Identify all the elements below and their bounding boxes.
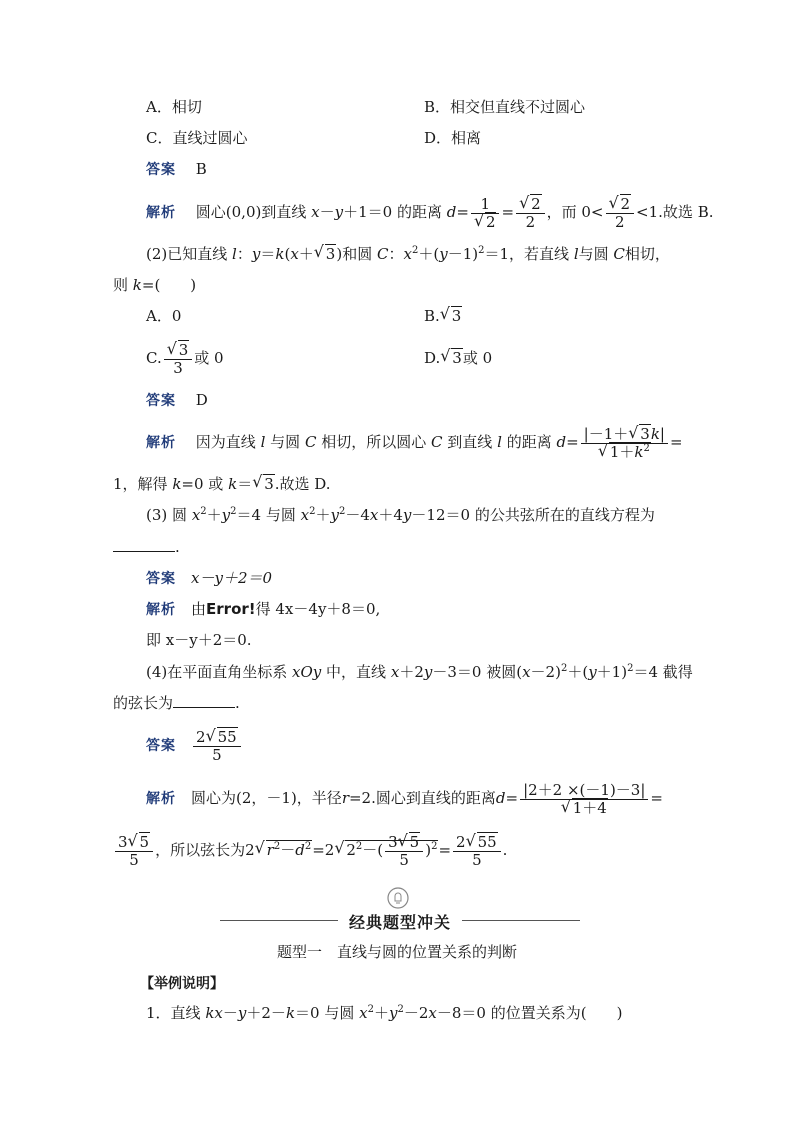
q3-explain-line-2: 即 x－y＋2＝0. (146, 631, 252, 649)
problem-1: 1．直线 kx－y＋2－k＝0 与圆 $x^2+y^2-2x-8=0$ 的位置关系为( ) (146, 1004, 623, 1022)
section-title: 经典题型冲关 (348, 913, 451, 932)
fraction: √ $\frac{2}{2}$ (606, 196, 635, 231)
q3-stem-line-1: (3) 圆 $x^2+y^2=4$ 与圆 $x^2+y^2-4x+4y-12=0$ 的公共弦所在的直线方程为 (146, 506, 655, 524)
q3-blank: . (113, 537, 180, 557)
q3-explain-line-1: 解析 由Error!得 4x－4y＋8＝0, (146, 600, 381, 618)
explain-label: 解析 (146, 205, 176, 221)
option-a: A．相切 (146, 98, 202, 116)
formula: x (311, 203, 320, 221)
q4-stem-line-1: (4)在平面直角坐标系 xOy 中，直线 x＋2y－3＝0 被圆$(x-2)^2+(y+1)^2=4$ 截得 (146, 663, 693, 681)
answer-line-2: 答案 D (146, 391, 208, 409)
q2-option-a: A．0 (146, 307, 182, 325)
answer-label: 答案 (146, 162, 176, 178)
answer-line-4: 答案 $\frac{2√ 55}{5}$ (146, 725, 243, 766)
answer-line-3: 答案 x－y＋2＝0 (146, 569, 273, 587)
q2-stem-line-2: 则 k=( ) (113, 276, 197, 294)
answer-line-1 (146, 159, 207, 180)
q2-stem-line-1: (2)已知直线 l：y＝k(x＋√ 3)和圆 C：$x^2+(y-1)^2=1$，若直线 l与圆 C相切， (146, 244, 670, 264)
answer-value: B (195, 160, 207, 178)
q2-option-c: C. √ $\frac{3}{3}$ 或 0 (146, 338, 224, 378)
q2-option-b: B.√ 3 (424, 306, 462, 326)
type-title: 题型一 直线与圆的位置关系的判断 (276, 943, 517, 961)
option-b: B．相交但直线不过圆心 (424, 98, 586, 116)
section-header (220, 908, 580, 934)
q2-option-d: D.√ 3或 0 (424, 348, 492, 368)
bulb-icon (386, 886, 410, 910)
q4-explain-line-1: 解析 圆心为(2，－1)，半径r=2.圆心到直线的距离d= |2＋2 ×(－1)－3| √ 1＋4 = (146, 778, 663, 819)
q2-explain-line-1: 解析 因为直线 l 与圆 C 相切，所以圆心 C 到直线 l 的距离 d= |－1＋√ 3k| √ $1+k^2$ = (146, 422, 683, 463)
option-c: C．直线过圆心 (146, 129, 248, 147)
q4-stem-line-2: 的弦长为 . (113, 694, 240, 712)
explain-line-1: 解析 圆心(0,0)到直线 x－y＋1＝0 的距离 d= 1 √ 2 = √ $\frac{2}{2}$ ，而 0< √ $\frac{2}{2}$ <1.故选 B. (146, 192, 714, 233)
q4-explain-line-2: $\frac{3√ 5}{5}$ ，所以弦长为2√ $r^2-d^2=2√$ $2^2-$( $\frac{3√ 5}{5}$ )$^2$= $\frac{2√ 55}{5}$ . (113, 828, 507, 872)
option-d: D．相离 (424, 129, 482, 147)
fraction: √ $\frac{2}{2}$ (516, 196, 545, 231)
fraction: 1 √ 2 (471, 196, 500, 231)
q2-explain-line-2: 1，解得 k=0 或 k＝√ 3.故选 D. (113, 474, 331, 494)
example-label: 【举例说明】 (140, 976, 224, 992)
